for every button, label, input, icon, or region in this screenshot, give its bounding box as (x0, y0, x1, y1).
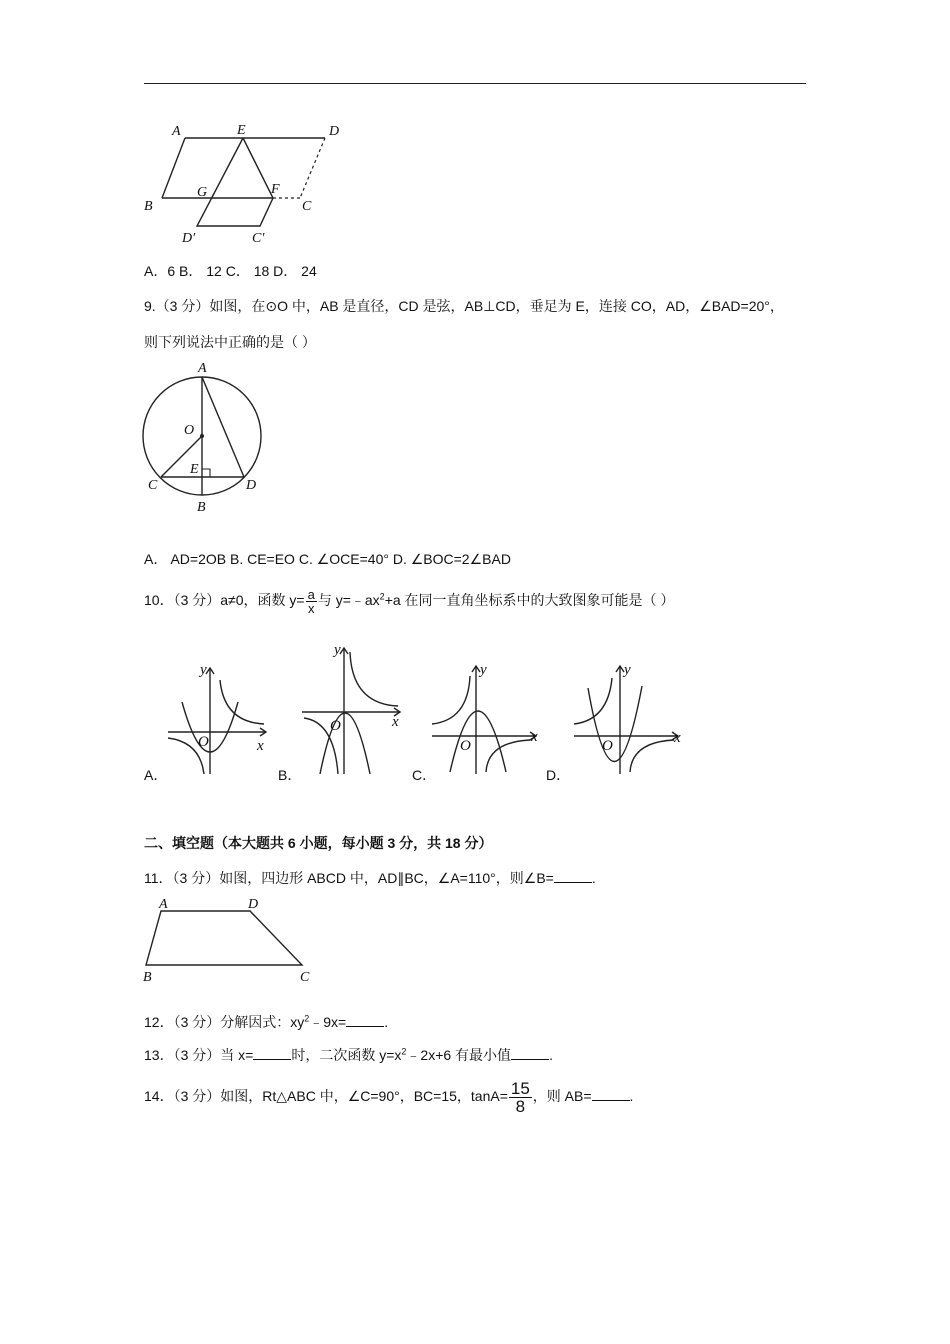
q10-option-c: C． (412, 767, 437, 783)
q9-options: A． AD=2OB B. CE=EO C. ∠OCE=40° D. ∠BOC=2∠BAD (144, 551, 511, 567)
q10a-y-label: y (200, 662, 207, 678)
q11-end: . (591, 870, 596, 886)
q12-end: . (384, 1014, 389, 1030)
q13-mid2: ﹣2x+6 有最小值 (406, 1047, 512, 1063)
section-2-heading: 二、填空题（本大题共 6 小题，每小题 3 分，共 18 分） (144, 835, 493, 851)
q14-end: . (629, 1088, 634, 1105)
q10b-origin-label: O (330, 718, 341, 734)
q11-label-D: D (248, 897, 259, 912)
q10-fraction (306, 588, 317, 615)
q14-prefix: 14．（3 分）如图，Rt△ABC 中，∠C=90°，BC=15，tanA= (144, 1088, 508, 1105)
q11-label-B: B (143, 970, 152, 985)
q8-options: A．6 B． 12 C． 18 D． 24 (144, 263, 317, 279)
q10-option-d: D． (546, 767, 571, 783)
q10c-origin-label: O (460, 738, 471, 754)
q13-end: . (549, 1047, 553, 1063)
q10-graph-d (570, 660, 688, 776)
q10d-y-label: y (624, 662, 631, 678)
q11-trapezoid-figure (140, 893, 320, 985)
q10-sup: 2 (379, 591, 385, 602)
q10-graph-c (430, 660, 545, 776)
q14-suffix: ，则 AB= (532, 1088, 592, 1105)
q12-sup: 2 (304, 1013, 310, 1024)
q11-text: 11．（3 分）如图，四边形 ABCD 中，AD∥BC，∠A=110°，则∠B= (144, 870, 554, 886)
q11-label-C: C (300, 970, 310, 985)
q13-answer-blank-x[interactable] (253, 1047, 291, 1060)
q13-prefix: 13．（3 分）当 x= (144, 1047, 254, 1063)
q11-stem (144, 868, 596, 888)
q10c-y-label: y (480, 662, 487, 678)
q14-stem (144, 1080, 633, 1115)
q13-sup: 2 (401, 1046, 407, 1057)
q12-suffix: ﹣9x= (309, 1014, 347, 1030)
q10-option-a: A． (144, 767, 168, 783)
q10d-origin-label: O (602, 738, 613, 754)
q10-frac-den: x (307, 601, 315, 616)
q11-label-A: A (159, 897, 168, 912)
q10a-origin-label: O (198, 734, 209, 750)
q13-mid: 时，二次函数 y=x (291, 1047, 402, 1063)
q14-answer-blank[interactable] (592, 1088, 630, 1101)
q10-frac-num: a (307, 587, 315, 602)
q8-label-C-prime: C′ (252, 231, 265, 246)
q8-label-E: E (237, 123, 246, 138)
q10-mid: 与 y=﹣ax (317, 592, 380, 609)
q8-label-A: A (172, 124, 181, 139)
q13-answer-blank-min[interactable] (511, 1047, 549, 1060)
q10-graph-a (160, 660, 272, 776)
q8-label-D: D (329, 124, 340, 139)
q10-stem (144, 588, 674, 615)
q9-stem-line1: 9.（3 分）如图，在⊙O 中，AB 是直径，CD 是弦，AB⊥CD，垂足为 E，连接 CO，AD，∠BAD=20°， (144, 298, 784, 314)
q12-stem (144, 1012, 388, 1032)
q14-frac-num: 15 (510, 1079, 530, 1098)
q9-circle-figure (140, 358, 270, 518)
q9-label-C: C (148, 478, 158, 493)
q10-prefix: 10．（3 分）a≠0，函数 y= (144, 592, 305, 609)
q14-fraction (509, 1080, 532, 1115)
q10a-x-label: x (257, 738, 264, 754)
q8-label-G: G (197, 185, 208, 200)
q11-answer-blank[interactable] (554, 870, 592, 883)
header-rule (144, 83, 806, 84)
q9-label-O: O (184, 423, 195, 438)
q10-option-b: B． (278, 767, 302, 783)
q9-label-A: A (198, 361, 207, 376)
q12-prefix: 12．（3 分）分解因式：xy (144, 1014, 305, 1030)
q8-label-C: C (302, 199, 312, 214)
q10c-x-label: x (531, 729, 538, 745)
q12-answer-blank[interactable] (346, 1014, 384, 1027)
q10b-y-label: y (334, 642, 341, 658)
q10b-x-label: x (392, 714, 399, 730)
q8-label-F: F (271, 182, 280, 197)
q8-label-B: B (144, 199, 153, 214)
q10-suffix: +a 在同一直角坐标系中的大致图象可能是（ ） (384, 592, 675, 609)
q10d-x-label: x (674, 730, 681, 746)
q8-parallelogram-figure (140, 118, 355, 246)
q13-stem (144, 1045, 553, 1065)
q10-graph-b (300, 640, 412, 776)
q9-label-B: B (197, 500, 206, 515)
q9-label-E: E (190, 462, 199, 477)
q8-label-D-prime: D′ (182, 231, 196, 246)
q9-stem-line2: 则下列说法中正确的是（ ） (144, 334, 316, 350)
q14-frac-den: 8 (515, 1097, 526, 1116)
q9-label-D: D (246, 478, 257, 493)
